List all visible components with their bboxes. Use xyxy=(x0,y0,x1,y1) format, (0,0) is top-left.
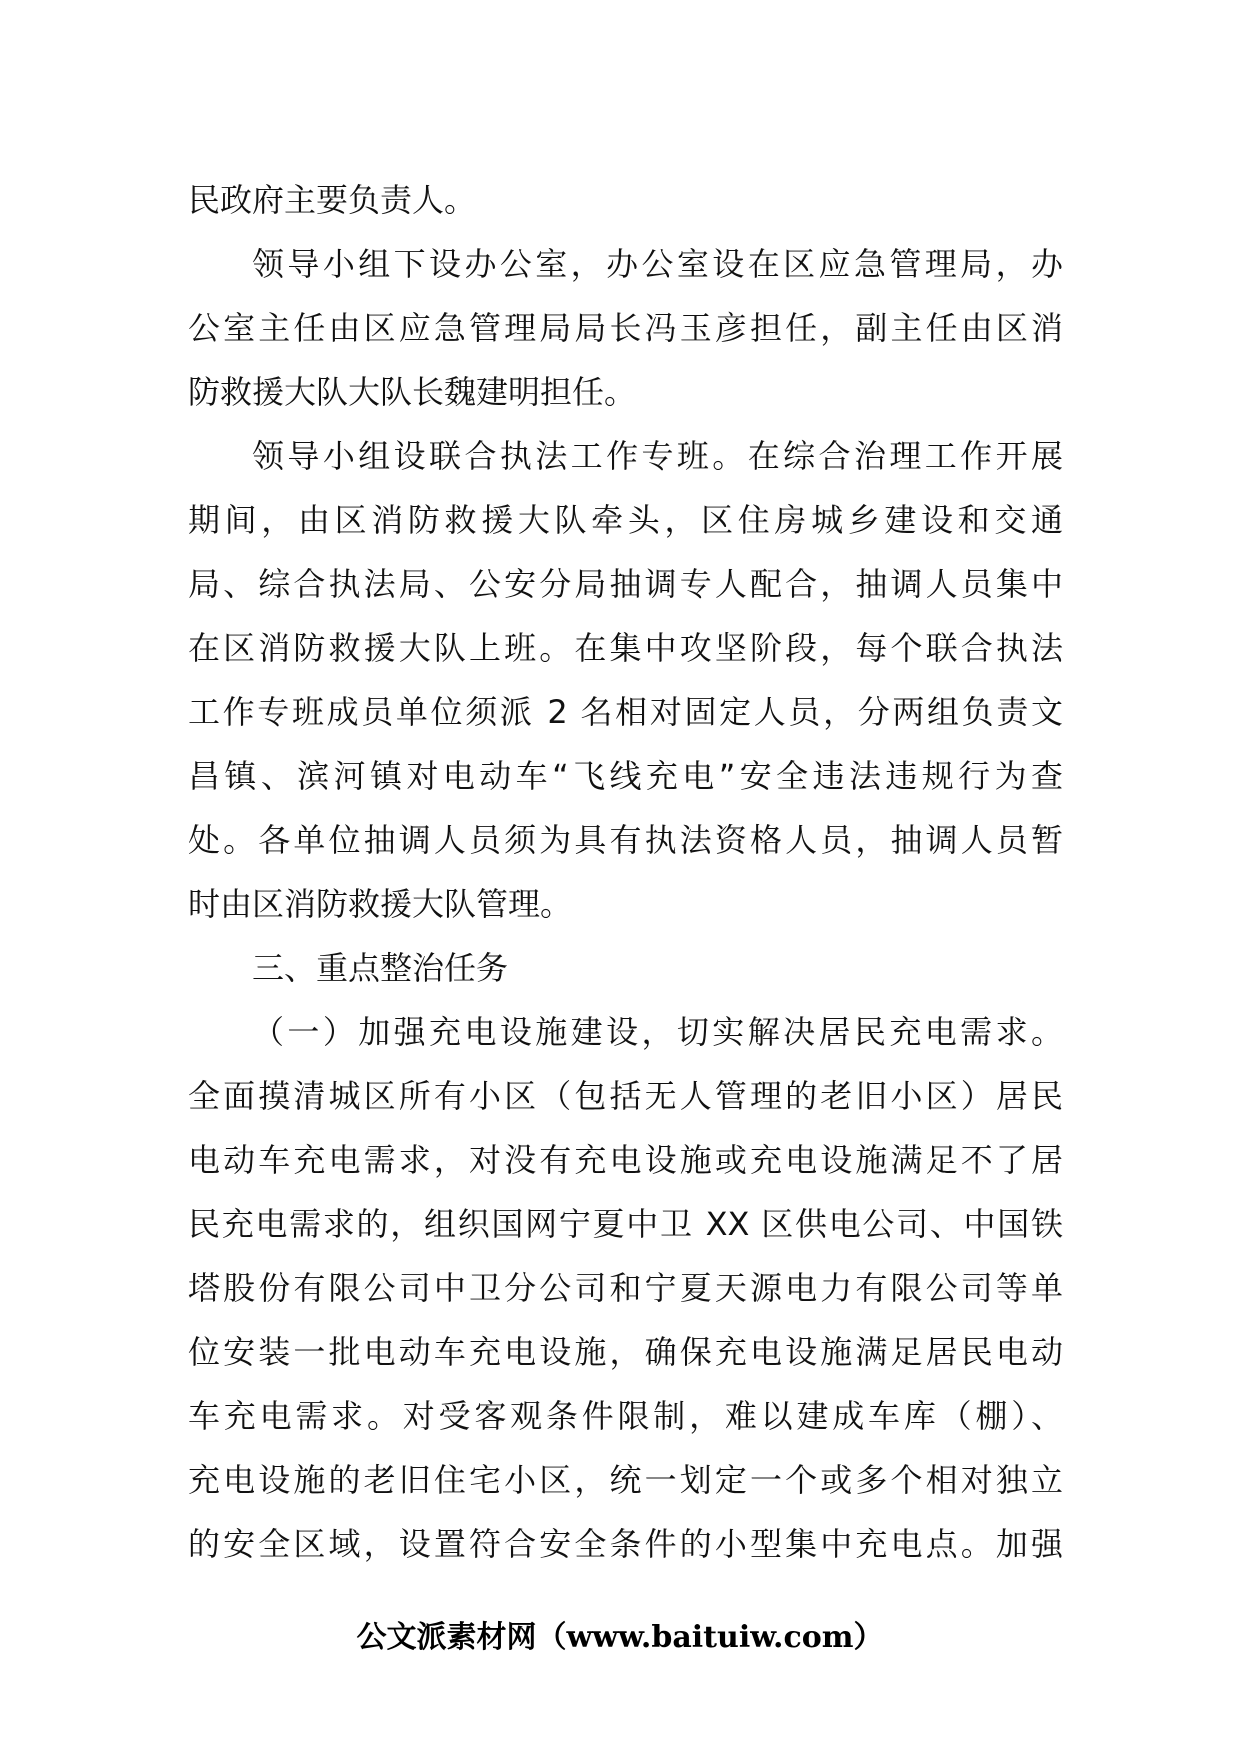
document-line: 民充电需求的，组织国网宁夏中卫 XX 区供电公司、中国铁 xyxy=(188,1205,1063,1243)
document-line: 的安全区域，设置符合安全条件的小型集中充电点。加强 xyxy=(188,1525,1063,1563)
document-line: 三、重点整治任务 xyxy=(252,949,509,987)
document-line: 全面摸清城区所有小区（包括无人管理的老旧小区）居民 xyxy=(188,1077,1063,1115)
document-line: 充电设施的老旧住宅小区，统一划定一个或多个相对独立 xyxy=(188,1461,1063,1499)
document-line: 位安装一批电动车充电设施，确保充电设施满足居民电动 xyxy=(188,1333,1063,1371)
document-line: 公室主任由区应急管理局局长冯玉彦担任，副主任由区消 xyxy=(188,309,1063,347)
document-line: 期间，由区消防救援大队牵头，区住房城乡建设和交通 xyxy=(188,501,1063,539)
document-line: 时由区消防救援大队管理。 xyxy=(188,885,573,923)
document-line: 车充电需求。对受客观条件限制，难以建成车库（棚）、 xyxy=(188,1397,1063,1435)
document-line: 塔股份有限公司中卫分公司和宁夏天源电力有限公司等单 xyxy=(188,1269,1063,1307)
document-line: 防救援大队大队长魏建明担任。 xyxy=(188,373,637,411)
document-line: 昌镇、滨河镇对电动车“飞线充电”安全违法违规行为查 xyxy=(188,757,1063,795)
document-line: 在区消防救援大队上班。在集中攻坚阶段，每个联合执法 xyxy=(188,629,1063,667)
document-body xyxy=(188,168,1063,1576)
document-line: 电动车充电需求，对没有充电设施或充电设施满足不了居 xyxy=(188,1141,1063,1179)
footer-watermark: 公文派素材网（www.baituiw.com） xyxy=(356,1620,884,1655)
document-line: 民政府主要负责人。 xyxy=(188,181,477,219)
document-line: 领导小组下设办公室，办公室设在区应急管理局，办 xyxy=(252,245,1063,283)
document-line: （一）加强充电设施建设，切实解决居民充电需求。 xyxy=(252,1013,1063,1051)
document-line: 工作专班成员单位须派 2 名相对固定人员，分两组负责文 xyxy=(188,693,1063,731)
document-line: 局、综合执法局、公安分局抽调专人配合，抽调人员集中 xyxy=(188,565,1063,603)
document-line: 领导小组设联合执法工作专班。在综合治理工作开展 xyxy=(252,437,1063,475)
document-line: 处。各单位抽调人员须为具有执法资格人员，抽调人员暂 xyxy=(188,821,1063,859)
